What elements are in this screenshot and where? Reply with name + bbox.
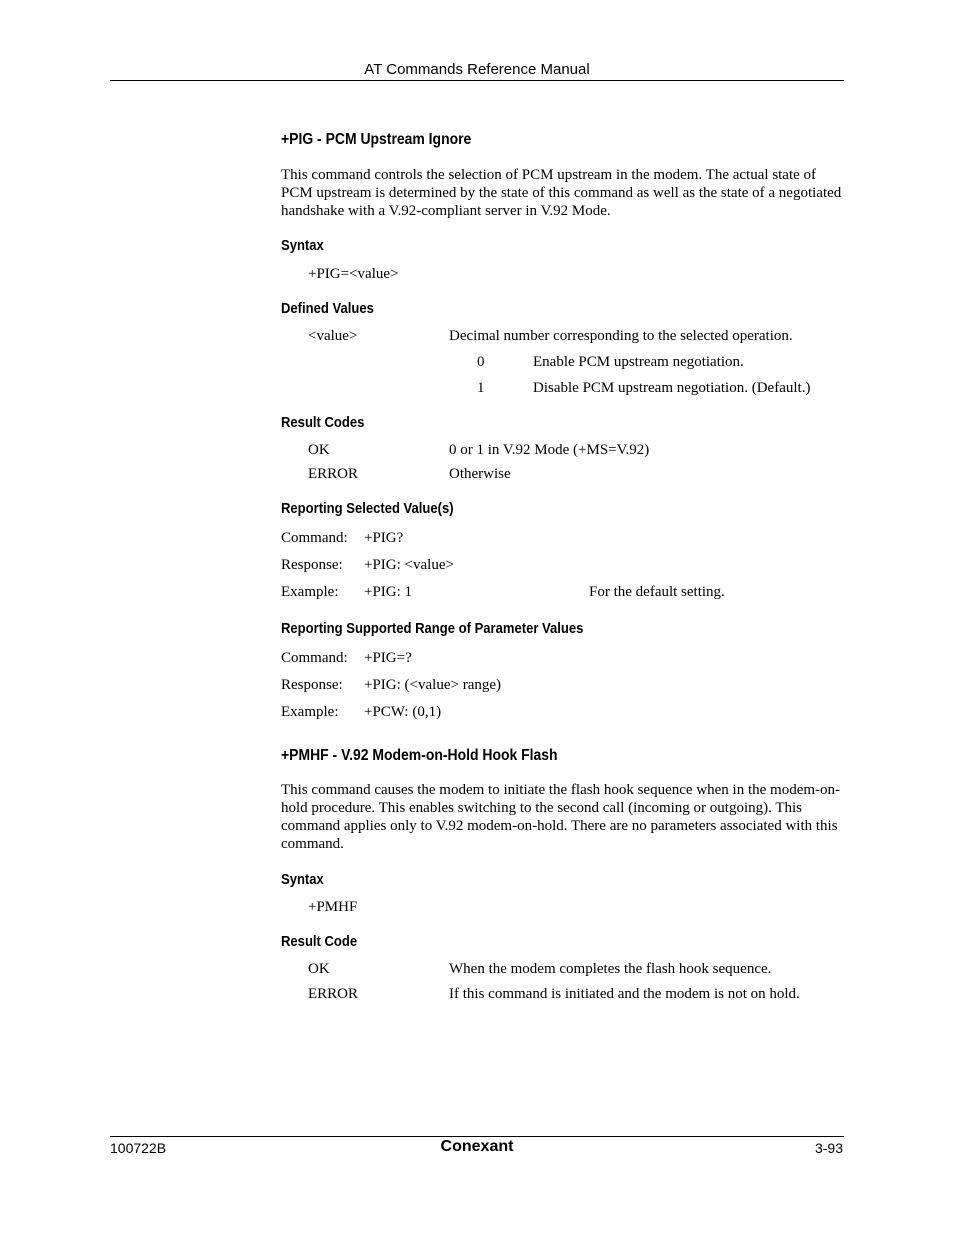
report-value: +PIG: 1: [364, 584, 413, 600]
pig-result-desc: Otherwise: [449, 466, 511, 482]
pig-param-name: <value>: [308, 328, 358, 344]
pig-defined-values-heading: Defined Values: [281, 301, 374, 317]
pmhf-syntax-heading: Syntax: [281, 872, 324, 888]
pig-option-value: 1: [477, 380, 485, 396]
pig-description: This command controls the selection of PCM upstream in the modem. The actual state of PCM upstream is determined by the state of this command as well as the state of a negotiated handshake with a V.92-compliant server in V.92 Mode.: [281, 167, 842, 219]
pig-result-code: OK: [308, 442, 330, 458]
pmhf-result-code: ERROR: [308, 986, 359, 1002]
pmhf-result-desc: If this command is initiated and the modem is not on hold.: [449, 986, 800, 1002]
pmhf-result-code: OK: [308, 961, 330, 977]
pig-option-value: 0: [477, 354, 485, 370]
pig-result-codes-heading: Result Codes: [281, 415, 365, 431]
pig-param-desc: Decimal number corresponding to the selected operation.: [449, 328, 793, 344]
pmhf-result-desc: When the modem completes the flash hook sequence.: [449, 961, 772, 977]
range-value: +PCW: (0,1): [364, 704, 442, 720]
running-header: AT Commands Reference Manual: [364, 61, 590, 78]
pig-result-code: ERROR: [308, 466, 359, 482]
report-label: Command:: [281, 530, 348, 546]
pig-reporting-selected-heading: Reporting Selected Value(s): [281, 501, 454, 517]
footer-brand: Conexant: [440, 1138, 514, 1155]
footer-rule: [110, 1136, 844, 1137]
pig-option-desc: Disable PCM upstream negotiation. (Default.): [533, 380, 811, 396]
report-note: For the default setting.: [589, 584, 725, 600]
pmhf-description: This command causes the modem to initiate the flash hook sequence when in the modem-on-hold procedure. This enables switching to the second call (incoming or outgoing). This command applies only to V.92 modem-on-hold. There are no parameters associated with this command.: [281, 782, 841, 852]
report-value: +PIG: <value>: [364, 557, 454, 573]
range-label: Example:: [281, 704, 339, 720]
header-rule: [110, 80, 844, 81]
pmhf-result-code-heading: Result Code: [281, 934, 358, 950]
pmhf-section-title: +PMHF - V.92 Modem-on-Hold Hook Flash: [281, 747, 558, 764]
range-label: Command:: [281, 650, 348, 666]
pig-syntax-heading: Syntax: [281, 238, 324, 254]
report-label: Response:: [281, 557, 343, 573]
footer-doc-number: 100722B: [110, 1140, 167, 1156]
pig-reporting-range-heading: Reporting Supported Range of Parameter Values: [281, 621, 584, 637]
range-label: Response:: [281, 677, 343, 693]
pig-syntax: +PIG=<value>: [308, 266, 399, 282]
report-value: +PIG?: [364, 530, 404, 546]
footer-page-number: 3-93: [814, 1140, 843, 1156]
pig-option-desc: Enable PCM upstream negotiation.: [533, 354, 744, 370]
range-value: +PIG: (<value> range): [364, 677, 501, 693]
pig-section-title: +PIG - PCM Upstream Ignore: [281, 131, 472, 148]
range-value: +PIG=?: [364, 650, 412, 666]
pmhf-syntax: +PMHF: [308, 899, 358, 915]
report-label: Example:: [281, 584, 339, 600]
pig-result-desc: 0 or 1 in V.92 Mode (+MS=V.92): [449, 442, 650, 458]
